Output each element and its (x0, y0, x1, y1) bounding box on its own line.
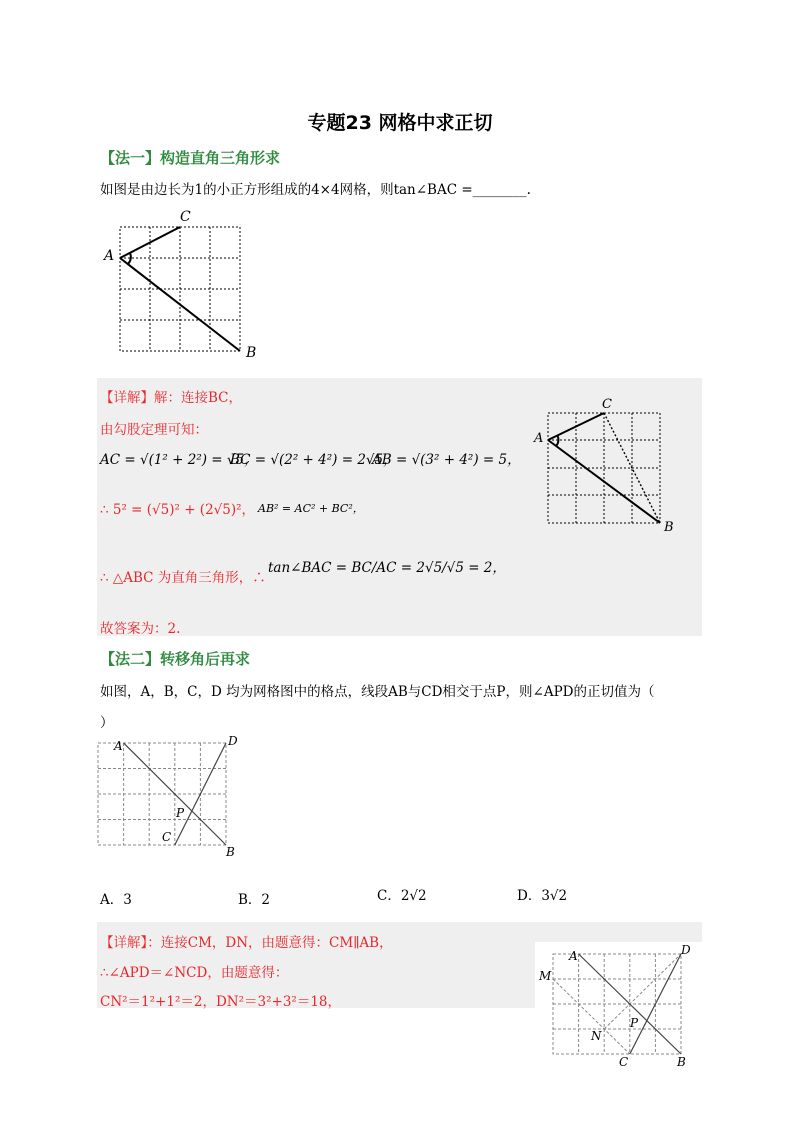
solution2-line1: 【详解】：连接CM，DN，由题意得：CM∥AB， (100, 935, 393, 951)
figure-grid-2-solution (535, 942, 705, 1072)
fig3-label-c: C (162, 830, 172, 844)
solution1-line5a: ∴ △ABC 为直角三角形，∴ (100, 570, 266, 586)
solution1-ac: AC = √(1² + 2²) = √5， (100, 452, 258, 468)
solution1-line4a: ∴ 5² = (√5)² + (2√5)²， (100, 502, 256, 518)
solution1-line1: 【详解】解：连接BC， (100, 390, 243, 406)
solution1-line2: 由勾股定理可知： (100, 422, 208, 438)
fig3-label-a: A (114, 739, 123, 753)
method1-heading: 【法一】构造直角三角形求 (100, 149, 281, 167)
fig2-label-c: C (602, 397, 612, 412)
option-a[interactable]: A．3 (100, 892, 132, 908)
fig4-label-d: D (681, 943, 691, 957)
figure-grid-1-solution (530, 395, 690, 540)
fig4-label-n: N (591, 1029, 602, 1043)
fig1-label-c: C (180, 209, 191, 225)
option-d[interactable]: D．3√2 (517, 888, 568, 904)
option-b[interactable]: B．2 (238, 892, 271, 908)
solution1-answer: 故答案为：2. (100, 621, 181, 637)
fig1-label-b: B (246, 345, 257, 360)
fig3-label-p: P (176, 806, 185, 820)
solution1-line5b: tan∠BAC = BC/AC = 2√5/√5 = 2， (268, 560, 506, 576)
fig1-label-a: A (104, 248, 115, 264)
fig4-label-a: A (569, 949, 578, 963)
method1-problem: 如图是由边长为1的小正方形组成的4×4网格，则tan∠BAC =________. (100, 182, 531, 198)
option-c[interactable]: C．2√2 (377, 888, 427, 904)
page-title: 专题23 网格中求正切 (307, 112, 493, 134)
solution1-bc: BC = √(2² + 4²) = 2√5， (230, 452, 397, 468)
fig3-label-b: B (226, 845, 235, 858)
solution1-ab: AB = √(3² + 4²) = 5， (372, 452, 521, 468)
fig2-label-a: A (534, 431, 544, 446)
fig4-label-m: M (539, 969, 552, 983)
solution2-line3: CN²＝1²+1²＝2，DN²＝3²+3²＝18， (100, 994, 341, 1010)
figure-grid-1 (100, 205, 270, 360)
fig3-label-d: D (228, 734, 238, 748)
fig4-label-p: P (630, 1016, 639, 1030)
fig2-label-b: B (664, 520, 674, 535)
solution2-line2: ∴∠APD＝∠NCD，由题意得： (100, 965, 289, 981)
method2-problem: 如图，A，B，C，D 均为网格图中的格点，线段AB与CD相交于点P，则∠APD的正切值为（ (100, 684, 655, 700)
fig4-label-c: C (619, 1055, 629, 1069)
fig4-label-b: B (677, 1055, 686, 1069)
figure-grid-2 (90, 733, 250, 858)
solution1-line4b: AB² = AC² + BC²， (258, 502, 364, 515)
method2-problem-end: ） (100, 715, 114, 731)
method2-heading: 【法二】转移角后再求 (100, 650, 251, 668)
